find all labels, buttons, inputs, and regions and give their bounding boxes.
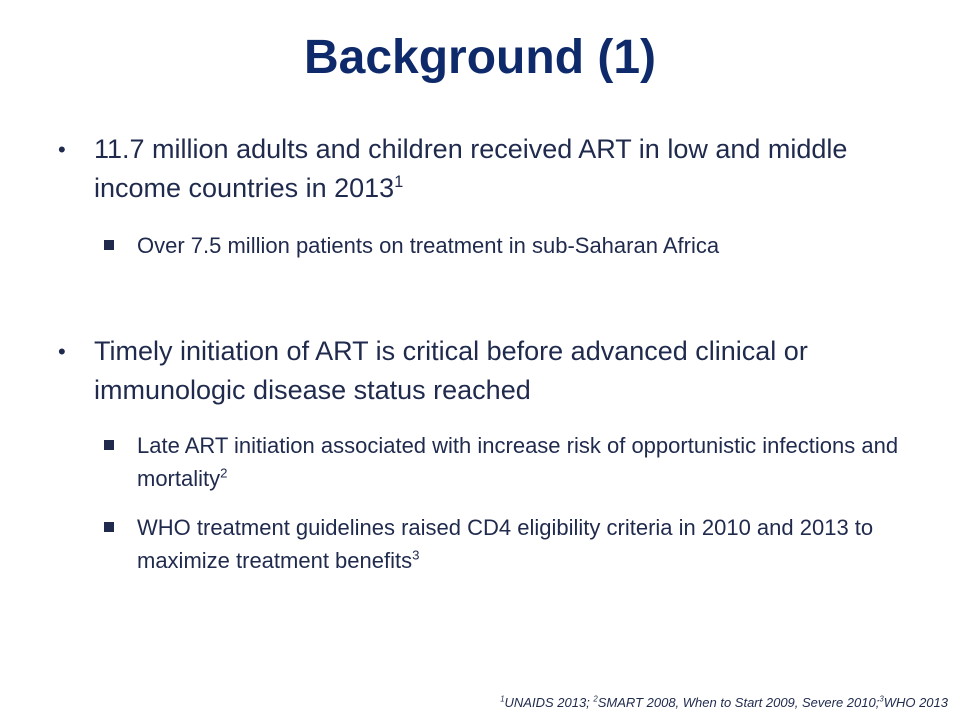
sub-bullet-item bbox=[104, 511, 914, 577]
superscript: 1 bbox=[500, 694, 505, 704]
bullet-text-content: 11.7 million adults and children received ART in low and middle income countries in 2013 bbox=[94, 134, 848, 203]
superscript: 1 bbox=[394, 173, 404, 191]
footnote-text: UNAIDS 2013; bbox=[504, 695, 594, 710]
slide-title: Background (1) bbox=[303, 31, 657, 84]
sub-bullet-text bbox=[137, 511, 914, 577]
bullet-text bbox=[94, 130, 918, 208]
bullet-text: Timely initiation of ART is critical before advanced clinical or immunologic disease status reached bbox=[94, 336, 808, 405]
square-bullet-icon bbox=[104, 522, 114, 532]
sub-bullet-text-content: WHO treatment guidelines raised CD4 eligibility criteria in 2010 and 2013 to maximize treatment benefits bbox=[137, 515, 874, 573]
bullet-item bbox=[58, 332, 918, 410]
sub-bullet-item bbox=[104, 229, 914, 262]
bullet-dot: • bbox=[58, 339, 66, 364]
superscript: 2 bbox=[220, 465, 228, 481]
footnote-text: SMART 2008, When to Start 2009, Severe 2010; bbox=[597, 695, 880, 710]
footnote-text: WHO 2013 bbox=[883, 695, 948, 710]
bullet-item bbox=[58, 130, 918, 208]
footnote-references bbox=[500, 695, 948, 710]
square-bullet-icon bbox=[104, 440, 114, 450]
superscript: 3 bbox=[412, 547, 420, 563]
superscript: 2 bbox=[593, 694, 598, 704]
superscript: 3 bbox=[879, 694, 884, 704]
sub-bullet-item bbox=[104, 429, 914, 495]
sub-bullet-text-content: Late ART initiation associated with increase risk of opportunistic infections and mortality bbox=[137, 433, 899, 491]
sub-bullet-text bbox=[137, 429, 914, 495]
sub-bullet-text: Over 7.5 million patients on treatment in sub-Saharan Africa bbox=[137, 233, 720, 258]
bullet-dot: • bbox=[58, 137, 66, 162]
square-bullet-icon bbox=[104, 240, 114, 250]
